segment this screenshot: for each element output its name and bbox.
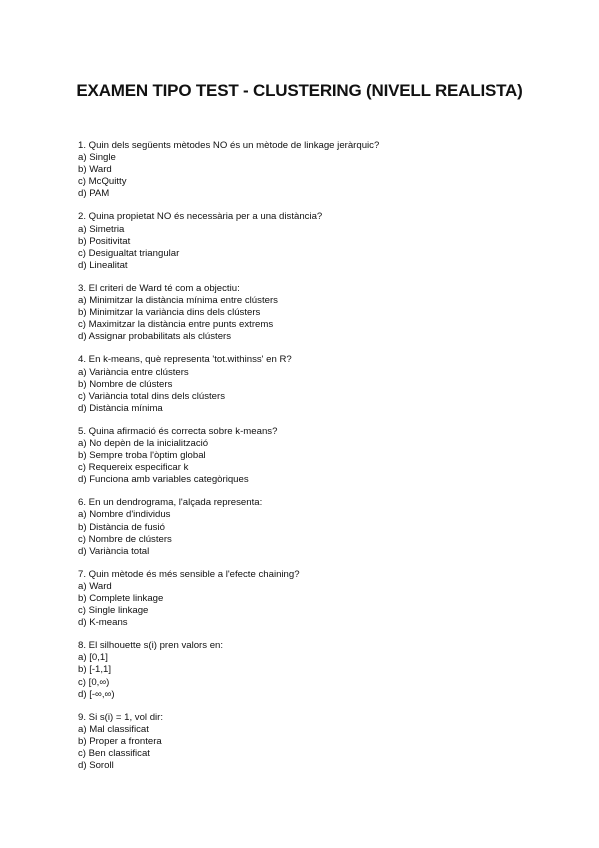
answer-option: d) [-∞,∞) <box>78 688 115 700</box>
question-text: 6. En un dendrograma, l'alçada representa: <box>78 497 263 509</box>
question-text: 4. En k-means, què representa 'tot.withinss' en R? <box>78 354 292 366</box>
answer-option: c) [0,∞) <box>78 676 110 688</box>
answer-option: c) Requereix especificar k <box>78 462 189 474</box>
answer-option: d) Linealitat <box>78 259 128 271</box>
answer-option: c) McQuitty <box>78 176 127 188</box>
answer-option: a) No depèn de la inicialització <box>78 437 209 449</box>
answer-option: d) Soroll <box>78 760 114 772</box>
answer-option: d) Distància mínima <box>78 402 163 414</box>
answer-option: a) Simetria <box>78 223 125 235</box>
question-9 <box>78 712 538 772</box>
answer-option: a) Variància entre clústers <box>78 366 189 378</box>
question-text: 9. Si s(i) = 1, vol dir: <box>78 711 164 723</box>
answer-option: b) Complete linkage <box>78 593 164 604</box>
question-6 <box>78 497 538 557</box>
answer-option: c) Maximitzar la distància entre punts extrems <box>78 319 274 331</box>
answer-option: d) K-means <box>78 617 128 629</box>
question-4 <box>78 354 538 414</box>
question-text: 3. El criteri de Ward té com a objectiu: <box>78 282 240 294</box>
answer-option: b) Ward <box>78 164 112 176</box>
question-3 <box>78 283 538 343</box>
answer-option: d) Variància total <box>78 545 150 557</box>
question-list <box>78 140 538 783</box>
answer-option: c) Single linkage <box>78 605 149 617</box>
question-8 <box>78 640 538 700</box>
answer-option: a) Mal classificat <box>78 723 149 735</box>
answer-option: d) Funciona amb variables categòriques <box>78 474 249 486</box>
answer-option: b) Sempre troba l'òptim global <box>78 450 206 462</box>
answer-option: b) Minimitzar la variància dins dels clústers <box>78 307 261 319</box>
answer-option: d) PAM <box>78 188 110 200</box>
question-1 <box>78 140 538 200</box>
question-text: 2. Quina propietat NO és necessària per a una distància? <box>78 211 323 223</box>
question-5 <box>78 426 538 486</box>
question-text: 7. Quin mètode és més sensible a l'efecte chaining? <box>78 568 300 580</box>
question-text: 5. Quina afirmació és correcta sobre k-means? <box>78 425 278 437</box>
question-text: 1. Quin dels següents mètodes NO és un mètode de linkage jeràrquic? <box>78 140 380 151</box>
answer-option: a) [0,1] <box>78 652 108 664</box>
answer-option: a) Minimitzar la distància mínima entre clústers <box>78 295 278 307</box>
page-title: EXAMEN TIPO TEST - CLUSTERING (NIVELL REALISTA) <box>76 81 523 100</box>
question-2 <box>78 211 538 271</box>
answer-option: c) Nombre de clústers <box>78 533 172 545</box>
answer-option: b) Proper a frontera <box>78 735 162 747</box>
answer-option: a) Ward <box>78 580 112 592</box>
answer-option: c) Ben classificat <box>78 748 150 760</box>
answer-option: b) [-1,1] <box>78 664 112 676</box>
answer-option: b) Positivitat <box>78 235 131 247</box>
answer-option: a) Single <box>78 152 116 164</box>
answer-option: c) Variància total dins dels clústers <box>78 390 225 402</box>
answer-option: a) Nombre d'individus <box>78 509 171 521</box>
answer-option: b) Distància de fusió <box>78 521 165 533</box>
answer-option: b) Nombre de clústers <box>78 378 173 390</box>
question-7 <box>78 569 538 629</box>
answer-option: d) Assignar probabilitats als clústers <box>78 331 232 343</box>
question-text: 8. El silhouette s(i) pren valors en: <box>78 640 224 652</box>
answer-option: c) Desigualtat triangular <box>78 247 180 259</box>
